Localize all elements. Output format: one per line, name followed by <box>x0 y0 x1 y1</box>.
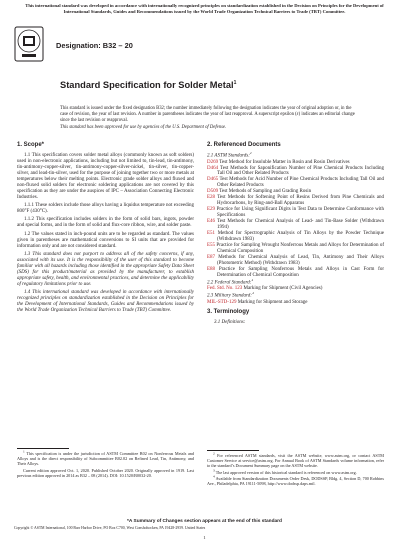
designation: Designation: B32 – 20 <box>56 41 133 50</box>
title-text: Standard Specification for Solder Metal <box>60 80 234 90</box>
reference-code-link[interactable]: D464 <box>207 165 219 171</box>
scope-para-1-1-2: 1.1.2 This specification includes solders in the form of solid bars, ingots, powder and special forms, and in the form of solid and flux-core ribbon, wire, and solder paste. <box>17 217 194 229</box>
reference-code-link[interactable]: Fed. Std. No. 123 <box>207 286 243 292</box>
footnote-divider <box>207 450 259 451</box>
scope-para-1-2: 1.2 The values stated in inch-pound units are to be regarded as standard. The values given in parentheses are mathematical conversions to SI units that are provided for information only and are not considered standard. <box>17 231 194 249</box>
header-notice: This international standard was developed in accordance with internationally recognized principles on standardization established in the Decision on Principles for the Development of International Standards, Guides and Recommendations issued by the World Trade Organization Technical Barriers to Trade (TBT) Committee. <box>25 3 384 14</box>
reference-title: Marking for Shipment and Storage <box>237 299 308 305</box>
footnote-1: $^1$ This specification is under the jurisdiction of ASTM Committee B02 on Nonferrous Metals and Alloys and is the direct responsibility of Subcommittee B02.02 on Refined Lead, Tin, Antimony, and Their Alloys. <box>17 449 194 467</box>
scope-para-1-1-1: 1.1.1 These solders include those alloys having a liquidus temperature not exceeding 800°F (430°C). <box>17 203 194 215</box>
footnote-2: $^2$ For referenced ASTM standards, visit the ASTM website, www.astm.org, or contact ASTM Customer Service at service@astm.org. For Annual Book of ASTM Standards volume information, refer to the standard’s Document Summary page on the ASTM website. <box>207 451 385 469</box>
defense-note: This standard has been approved for use by agencies of the U.S. Department of Defense. <box>60 125 227 130</box>
reference-item <box>207 300 384 306</box>
military-sup: 4 <box>251 291 254 296</box>
scope-section <box>17 143 194 317</box>
reference-code-link[interactable]: D269 <box>207 159 219 165</box>
summary-of-changes-note: *A Summary of Changes section appears at the end of this standard <box>127 519 282 524</box>
footnote-1-text: This specification is under the jurisdiction of ASTM Committee B02 on Nonferrous Metals and Alloys and is the direct responsibility of Subcommittee B02.02 on Refined Lead, Tin, Antimony, and Their Alloys. <box>17 451 194 467</box>
definitions-subheading: 3.1 Definitions: <box>214 319 246 325</box>
footnote-3-text: The last approved version of this historical standard is referenced on www.astm.org. <box>215 469 357 475</box>
astm-sup: 2 <box>249 150 252 155</box>
copyright-notice: Copyright © ASTM International, 100 Barr Harbor Drive, PO Box C700, West Conshohocken, PA 19428-2959. United States <box>14 526 206 530</box>
reference-item <box>207 195 384 207</box>
reference-item <box>207 207 384 219</box>
reference-code-link[interactable]: E29 <box>207 207 216 213</box>
reference-code-link[interactable]: D465 <box>207 177 219 183</box>
astm-logo-icon <box>14 26 44 62</box>
reference-title: Marking for Shipment (Civil Agencies) <box>243 286 323 292</box>
reference-title: Practice for Sampling Nonferrous Metals and Alloys in Cast Form for Determination of Chemical Composition <box>217 266 384 278</box>
reference-item <box>207 286 384 292</box>
footnotes-right <box>207 453 384 488</box>
reference-item <box>207 166 384 178</box>
astm-sub-text: 2.1 ASTM Standards: <box>207 153 250 159</box>
reference-title: Test Methods for Softening Point of Resins Derived from Pine Chemicals and Hydrocarbons, by Ring-and-Ball Apparatus <box>217 195 384 207</box>
issue-note: This standard is issued under the fixed designation B32; the number immediately following the designation indicates the year of original adoption or, in the case of revision, the year of last revision. A number in parentheses indicates the year of last reapproval. A superscript epsilon (ε) indicates an editorial change since the last revision or reapproval. <box>60 106 355 123</box>
page-number: 1 <box>203 535 206 540</box>
references-section <box>207 143 384 326</box>
footnote-divider <box>17 448 69 449</box>
footnote-edition: Current edition approved Oct. 1, 2020. Published October 2020. Originally approved in 1919. Last previous edition approved in 2014 as B32 – 08 (2014). DOI: 10.1520/B0032-20. <box>17 467 194 478</box>
reference-title: Test Methods for Saponification Number of Pine Chemical Products Including Tall Oil and Other Related Products <box>217 165 384 177</box>
reference-item <box>207 255 384 267</box>
reference-title: Practice for Sampling Wrought Nonferrous Metals and Alloys for Determination of Chemical Composition <box>216 242 385 254</box>
military-subheading <box>207 293 384 300</box>
reference-item <box>207 219 384 231</box>
reference-code-link[interactable]: E28 <box>207 195 216 201</box>
federal-sub-text: 2.2 Federal Standard: <box>207 280 252 286</box>
footnote-4: $^4$ Available from Standardization Documents Order Desk, DODSSP, Bldg. 4, Section D, 700 Robbins Ave., Philadelphia, PA 19111-5098, http://www.dodssp.daps.mil. <box>207 474 384 487</box>
reference-item <box>207 243 384 255</box>
scope-para-1-3: 1.3 This standard does not purport to address all of the safety concerns, if any, associated with its use. It is the responsibility of the user of this standard to become familiar with all hazards including those identified in the appropriate Safety Data Sheet (SDS) for this product/material as provided by the manufacturer, to establish appropriate safety, health, and environmental practices, and determine the applicability of regulatory limitations prior to use. <box>17 252 194 288</box>
reference-title: Test Methods for Chemical Analysis of Lead- and Tin-Base Solder (Withdrawn 1994) <box>217 219 384 231</box>
reference-title: Method for Spectrographic Analysis of Tin Alloys by the Powder Technique (Withdrawn 1983) <box>217 231 385 242</box>
scope-heading: 1. Scope* <box>17 142 45 148</box>
reference-code-link[interactable]: MIL-STD-129 <box>207 299 237 305</box>
reference-item <box>207 177 384 189</box>
scope-para-1-4: 1.4 This international standard was developed in accordance with internationally recognized principles on standardization established in the Decision on Principles for the Development of International Standards, Guides and Recommendations issued by the World Trade Organization Technical Barriers to Trade (TBT) Committee. <box>17 290 194 314</box>
terminology-heading: 3. Terminology <box>207 308 250 315</box>
title-footnote-mark: 1 <box>233 79 237 86</box>
reference-code-link[interactable]: D509 <box>207 189 219 195</box>
footnotes-left <box>17 451 194 479</box>
reference-item <box>207 231 384 243</box>
reference-title: Test Method for Insoluble Matter in Rosin and Rosin Derivatives <box>219 159 350 165</box>
page-title <box>60 80 360 91</box>
reference-title: Test Methods of Sampling and Grading Rosin <box>219 189 312 195</box>
reference-code-link[interactable]: E46 <box>207 219 216 225</box>
reference-title: Practice for Using Significant Digits in Test Data to Determine Conformance with Specifications <box>216 207 384 219</box>
federal-subheading <box>207 277 384 287</box>
reference-code-link[interactable]: E87 <box>207 254 216 260</box>
footnote-2-text: For referenced ASTM standards, visit the ASTM website, www.astm.org, or contact ASTM Customer Service at service@astm.org. For Annual Book of ASTM Standards volume information, refer to the standard’s Document Summary page on the ASTM website. <box>207 453 385 469</box>
reference-code-link[interactable]: E55 <box>207 242 216 248</box>
reference-code-link[interactable]: E88 <box>207 266 216 272</box>
references-heading: 2. Referenced Documents <box>207 142 281 148</box>
reference-item <box>207 267 384 279</box>
reference-title: Methods for Chemical Analysis of Lead, Tin, Antimony and Their Alloys (Photometric Method) (Withdrawn 1983) <box>217 254 384 266</box>
reference-title: Test Methods for Acid Number of Pine Chemical Products Including Tall Oil and Other Related Products <box>217 177 384 189</box>
federal-sup: 4 <box>251 277 254 282</box>
scope-para-1-1: 1.1 This specification covers solder metal alloys (commonly known as soft solders) used in non-electronic applications, including but not limited to, tin-lead, tin-antimony, tin-antimony-copper-silver, tin-antimony-copper-silver-nickel, tin-silver, tin-copper-silver, and lead-tin-silver, used for the purpose of joining together two or more metals at temperatures below their melting points. Electronic grade solder alloys and fluxed and non-fluxed solid solders for electronic soldering applications are not covered by this specification as they are under the auspices of IPC – Association Connecting Electronic Industries. <box>17 152 194 200</box>
military-sub-text: 2.3 Military Standard: <box>207 293 252 299</box>
footnote-3: $^3$ The last approved version of this historical standard is referenced on www.astm.org. <box>213 468 357 475</box>
astm-standards-subheading <box>207 150 384 160</box>
footnote-4-text: Available from Standardization Documents Order Desk, DODSSP, Bldg. 4, Section D, 700 Robbins Ave., Philadelphia, PA 19111-5098, http://www.dodssp.daps.mil. <box>207 476 384 487</box>
reference-code-link[interactable]: E51 <box>207 231 216 236</box>
reference-list <box>207 160 384 279</box>
